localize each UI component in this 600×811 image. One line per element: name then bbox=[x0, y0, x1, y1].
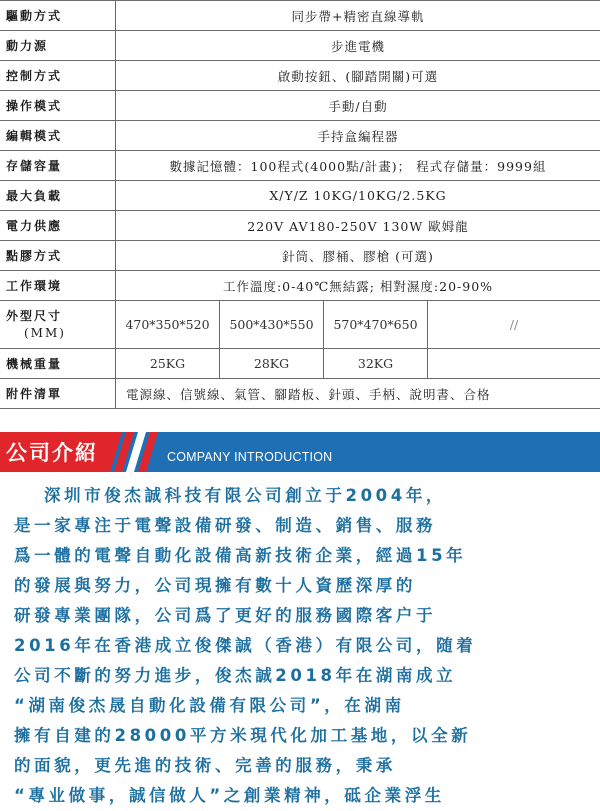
spec-row bbox=[0, 211, 600, 241]
spec-row bbox=[0, 0, 600, 31]
spec-label-accessories: 附件清單 bbox=[0, 379, 116, 408]
spec-dimension-cell: 570*470*650 bbox=[324, 301, 428, 348]
spec-row bbox=[0, 121, 600, 151]
spec-label-dimensions-line2: (MM) bbox=[24, 325, 66, 340]
spec-value: 針筒、膠桶、膠槍 (可選) bbox=[282, 248, 434, 264]
banner-title: 公司介紹 bbox=[6, 441, 98, 465]
spec-row bbox=[0, 151, 600, 181]
spec-weight-cell: 32KG bbox=[324, 349, 428, 378]
spec-value: 手持盒編程器 bbox=[317, 128, 399, 144]
spec-dimension-cell: 470*350*520 bbox=[116, 301, 220, 348]
spec-rows bbox=[0, 0, 600, 301]
spec-dimension-cell: // bbox=[509, 317, 519, 332]
intro-line: 的發展與努力，公司現擁有數十人資歷深厚的 bbox=[14, 576, 416, 595]
spec-weight-cell: 28KG bbox=[220, 349, 324, 378]
spec-weight-cell: 25KG bbox=[116, 349, 220, 378]
spec-value: 啟動按鈕、(腳踏開關)可選 bbox=[277, 68, 439, 84]
intro-line: “專业做事，誠信做人”之創業精神，砥企業浮生 bbox=[14, 786, 445, 805]
spec-label-dimensions bbox=[0, 301, 116, 348]
spec-weight-cell bbox=[428, 349, 600, 378]
spec-label: 存儲容量 bbox=[0, 151, 116, 180]
spec-label: 操作模式 bbox=[0, 91, 116, 120]
spec-label-dimensions-line1: 外型尺寸 bbox=[6, 308, 63, 323]
spec-row bbox=[0, 61, 600, 91]
spec-dimension-cell: 500*430*550 bbox=[220, 301, 324, 348]
spec-weight-cells bbox=[116, 349, 600, 378]
intro-line: 研發專業團隊，公司爲了更好的服務國際客户于 bbox=[14, 606, 437, 625]
spec-label: 控制方式 bbox=[0, 61, 116, 90]
spec-row bbox=[0, 181, 600, 211]
intro-line: 公司不斷的努力進步，俊杰誠2018年在湖南成立 bbox=[14, 666, 457, 685]
banner-subtitle: COMPANY INTRODUCTION bbox=[167, 450, 333, 464]
spec-label: 工作環境 bbox=[0, 271, 116, 300]
spec-value: 同步帶+精密直線導軌 bbox=[291, 8, 425, 24]
spec-row-weight bbox=[0, 349, 600, 379]
spec-dimension-cells bbox=[116, 301, 600, 348]
spec-label: 點膠方式 bbox=[0, 241, 116, 270]
spec-row bbox=[0, 271, 600, 301]
spec-label: 電力供應 bbox=[0, 211, 116, 240]
spec-row-dimensions bbox=[0, 301, 600, 349]
intro-line: 2016年在香港成立俊傑誠（香港）有限公司，随着 bbox=[14, 636, 477, 655]
spec-value-accessories: 電源線、信號線、氣管、腳踏板、針頭、手柄、說明書、合格 bbox=[126, 386, 491, 402]
intro-line: 是一家專注于電聲設備研發、制造、銷售、服務 bbox=[14, 516, 437, 535]
spec-label: 最大負載 bbox=[0, 181, 116, 210]
intro-line: 擁有自建的28000平方米現代化加工基地，以全新 bbox=[14, 726, 472, 745]
spec-row bbox=[0, 91, 600, 121]
spec-value: 手動/自動 bbox=[328, 98, 388, 114]
spec-value: X/Y/Z 10KG/10KG/2.5KG bbox=[269, 188, 447, 203]
spec-value: 步進電機 bbox=[330, 38, 385, 54]
spec-label: 驅動方式 bbox=[0, 1, 116, 30]
intro-line: 深圳市俊杰誠科技有限公司創立于2004年， bbox=[44, 486, 447, 505]
spec-value: 220V AV180-250V 130W 歐姆龍 bbox=[247, 218, 469, 234]
spec-row bbox=[0, 31, 600, 61]
spec-label-weight: 機械重量 bbox=[0, 349, 116, 378]
spec-row bbox=[0, 241, 600, 271]
intro-line: 的面貌，更先進的技術、完善的服務，秉承 bbox=[14, 756, 396, 775]
spec-label: 動力源 bbox=[0, 31, 116, 60]
company-intro-text bbox=[14, 481, 594, 811]
intro-line: “湖南俊杰晟自動化設備有限公司”，在湖南 bbox=[14, 696, 405, 715]
spec-row-accessories bbox=[0, 379, 600, 409]
spec-value: 數據記憶體：100程式(4000點/計畫)； 程式存儲量：9999組 bbox=[169, 158, 547, 174]
spec-label: 編輯模式 bbox=[0, 121, 116, 150]
spec-value: 工作溫度:0-40℃無結露; 相對濕度:20-90% bbox=[222, 278, 494, 294]
intro-line: 爲一體的電聲自動化設備高新技術企業，經過15年 bbox=[14, 546, 467, 565]
company-intro-banner bbox=[0, 432, 600, 472]
